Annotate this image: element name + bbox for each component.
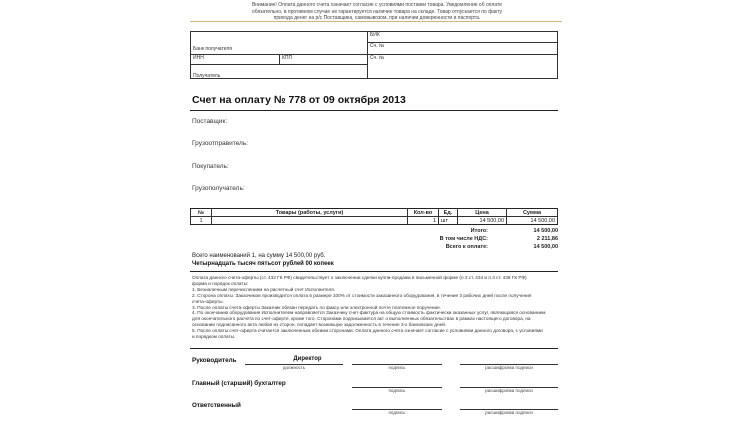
- terms-item-1: 1. Безналичным перечислением на расчетный счет Исполнителя.: [192, 286, 336, 292]
- table-header-row: [191, 209, 558, 217]
- terms-intro: Оплата данного счета-оферты (ст. 432 ГК РФ) свидетельствует о заключении сделки купли-продажи в письменной форме (п.3 ст. 434 и п.3 ст. 438 ГК РФ): [192, 275, 527, 280]
- accountant-decode-caption: расшифровка подписи: [485, 388, 533, 393]
- kpp-label: КПП: [282, 55, 293, 61]
- terms-divider: [190, 348, 558, 349]
- vat-label: В том числе НДС:: [439, 236, 488, 242]
- notice-line-1: Внимание! Оплата данного счета означает согласие с условиями поставки товара. Уведомление об оплате: [251, 2, 503, 8]
- row-sum: 14 500,00: [507, 217, 558, 225]
- row-price: 14 500,00: [458, 217, 507, 225]
- summary-divider: [190, 271, 558, 272]
- notice-divider: [190, 21, 562, 22]
- terms-item-4-cont-2: основании подписанного акта любая из сторон, попадает возникшую задолженность в течение 3-х банковских дней.: [192, 322, 447, 328]
- terms-item-4-cont: для окончательного расчета по счет-оферте, кроме того. Сторонами подписывается акт о выполненных обязательствах в рамках настоящего договора, на: [192, 316, 531, 322]
- total-value: 14 500,00: [533, 228, 558, 234]
- terms-intro-2: форма и порядок оплаты:: [192, 280, 249, 286]
- col-price: Цена: [458, 209, 507, 217]
- terms-item-5: 5. После оплаты счет-оферта считается заключенным обеими сторонами. Оплата данного счета означает согласие с условиями данного договора, с условиями: [192, 328, 543, 334]
- recipient-label: Получатель: [193, 73, 221, 79]
- shipper-label: Грузоотправитель:: [192, 140, 249, 147]
- items-count-line: Всего наименований 1, на сумму 14 500,00 руб.: [192, 253, 326, 259]
- account-number-label-2: Сч. №: [370, 55, 385, 61]
- notice-line-2: обязательно, в противном случае не гарантируется наличие товара на складе. Товар отпускается по факту: [251, 8, 503, 15]
- recipient-bank-label: Банк получателя: [193, 46, 232, 52]
- notice-line-3: прихода денег на р/с Поставщика, самовывозом, при наличии доверенности и паспорта.: [273, 15, 481, 22]
- head-signature-caption: подпись: [388, 365, 406, 370]
- col-unit: Ед.: [439, 209, 458, 217]
- invoice-title: Счет на оплату № 778 от 09 октября 2013: [192, 94, 406, 106]
- accountant-signature-caption: подпись: [388, 388, 406, 393]
- col-number: №: [191, 209, 212, 217]
- responsible-signature-label: Ответственный: [192, 402, 241, 409]
- row-quantity: 1: [408, 217, 439, 225]
- table-row: [191, 217, 558, 225]
- row-number: 1: [191, 217, 212, 225]
- terms-item-4: 4. По окончанию оборудования Исполнителем направляется Заказчику счет-фактура на общую стоимость фактически оказанных услуг, являющаяся основанием: [192, 310, 546, 316]
- payment-terms: [192, 275, 558, 340]
- bank-details-box: [190, 31, 558, 79]
- head-position-value: Директор: [293, 356, 322, 362]
- responsible-decode-caption: расшифровка подписи: [485, 410, 533, 415]
- inn-label: ИНН: [193, 55, 204, 61]
- totals-block: [300, 228, 558, 256]
- bik-label: БИК: [370, 32, 380, 38]
- goods-table: [190, 208, 558, 225]
- col-goods: Товары (работы, услуги): [212, 209, 408, 217]
- head-signature-label: Руководитель: [192, 357, 237, 364]
- col-sum: Сумма: [507, 209, 558, 217]
- head-decode-caption: расшифровка подписи: [485, 365, 533, 370]
- terms-item-2: 2. Сторона оплаты. Заказчиком производится оплата в размере 100% от стоимости заказанного оборудования, в течение 3 рабочих дней после получения: [192, 292, 532, 298]
- title-underline: [190, 110, 558, 111]
- responsible-signature-caption: подпись: [388, 410, 406, 415]
- row-unit: шт: [439, 217, 458, 225]
- head-position-caption: должность: [282, 365, 306, 370]
- payment-notice: [197, 2, 557, 22]
- terms-item-5-cont: и порядком оплаты.: [192, 334, 236, 340]
- terms-item-3: 3. После оплаты счета-оферты Заказчик обязан передать по факсу или электронной почте платежное поручение.: [192, 304, 441, 310]
- terms-item-2-cont: счета-оферты.: [192, 298, 224, 304]
- account-number-label-1: Сч. №: [370, 43, 385, 49]
- buyer-label: Покупатель:: [192, 163, 229, 170]
- consignee-label: Грузополучатель:: [192, 185, 245, 192]
- col-quantity: Кол-во: [408, 209, 439, 217]
- vat-value: 2 211,86: [536, 236, 558, 242]
- total-label: Итого:: [470, 228, 488, 234]
- row-goods: [212, 217, 408, 225]
- accountant-signature-label: Главный (старший) бухгалтер: [192, 380, 286, 387]
- to-pay-label: Всего к оплате:: [445, 244, 488, 250]
- supplier-label: Поставщик:: [192, 118, 228, 125]
- amount-in-words: Четырнадцать тысяч пятьсот рублей 00 копеек: [192, 261, 334, 267]
- to-pay-value: 14 500,00: [533, 244, 558, 250]
